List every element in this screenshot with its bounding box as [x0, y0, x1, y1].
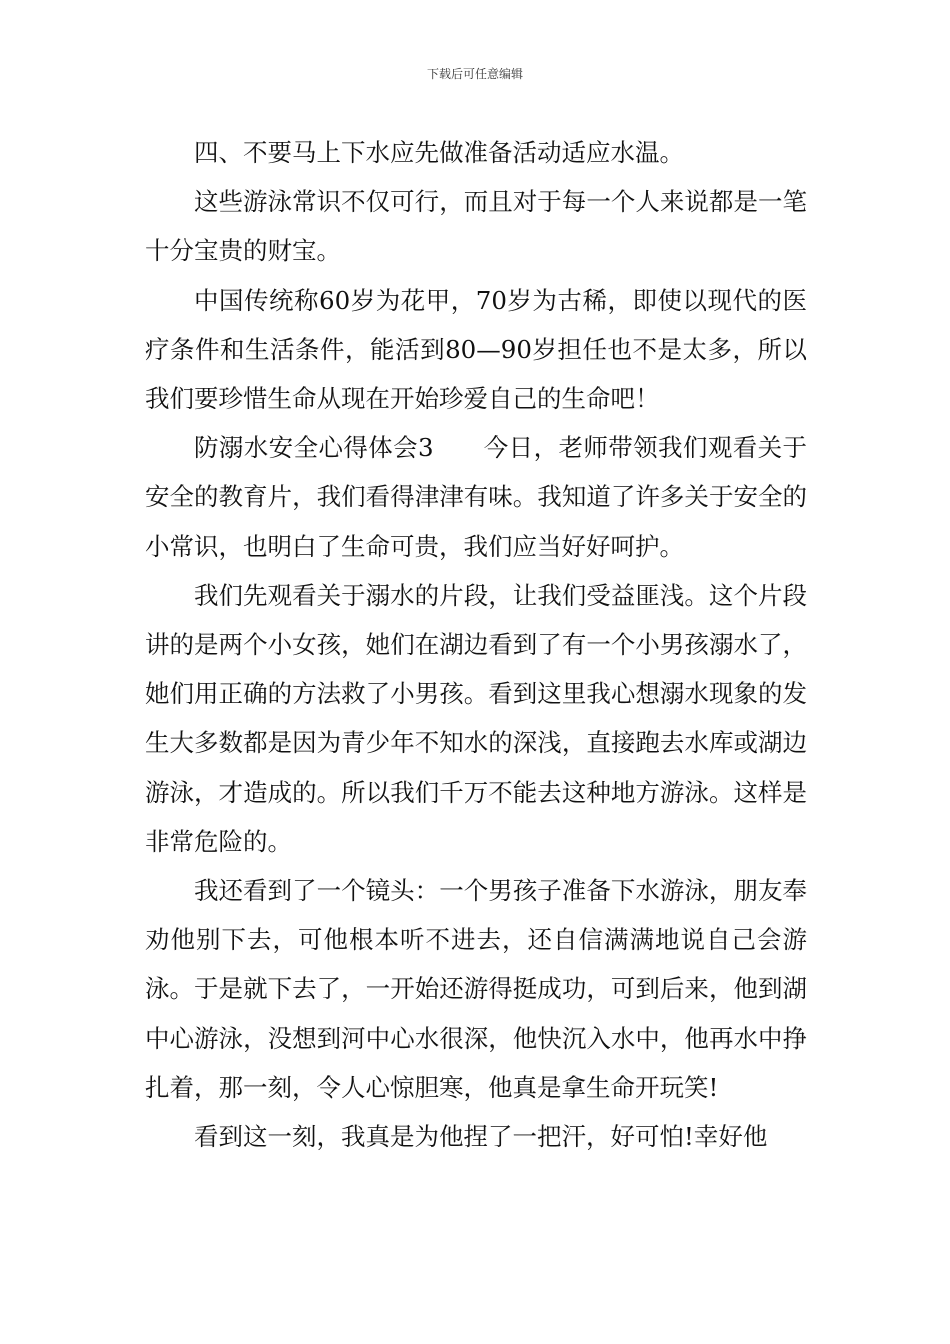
paragraph-2: 这些游泳常识不仅可行，而且对于每一个人来说都是一笔十分宝贵的财宝。 [145, 187, 807, 266]
paragraph-4: 防溺水安全心得体会3 今日，老师带领我们观看关于安全的教育片，我们看得津津有味。我知道了许多关于安全的小常识，也明白了生命可贵，我们应当好好呵护。 [145, 433, 807, 561]
paragraph-3: 中国传统称60岁为花甲，70岁为古稀，即使以现代的医疗条件和生活条件，能活到80—90岁担任也不是太多，所以我们要珍惜生命从现在开始珍爱自己的生命吧！ [145, 285, 807, 414]
paragraph-5: 我们先观看关于溺水的片段，让我们受益匪浅。这个片段讲的是两个小女孩，她们在湖边看到了有一个小男孩溺水了，她们用正确的方法救了小男孩。看到这里我心想溺水现象的发生大多数都是因为青少年不知水的深浅，直接跑去水库或湖边游泳，才造成的。所以我们千万不能去这种地方游泳。这样是非常危险的。 [145, 580, 807, 856]
paragraph-7: 看到这一刻，我真是为他捏了一把汗，好可怕!幸好他 [194, 1122, 768, 1152]
page-header: 下载后可任意编辑 [426, 67, 523, 81]
paragraph-6: 我还看到了一个镜头：一个男孩子准备下水游泳，朋友奉劝他别下去，可他根本听不进去，还自信满满地说自己会游泳。于是就下去了，一开始还游得挺成功，可到后来，他到湖中心游泳，没想到河中心水很深，他快沉入水中，他再水中挣扎着，那一刻，令人心惊胆寒，他真是拿生命开玩笑! [145, 876, 807, 1102]
document-body [145, 128, 807, 1161]
paragraph-1: 四、不要马上下水应先做准备活动适应水温。 [194, 138, 684, 167]
